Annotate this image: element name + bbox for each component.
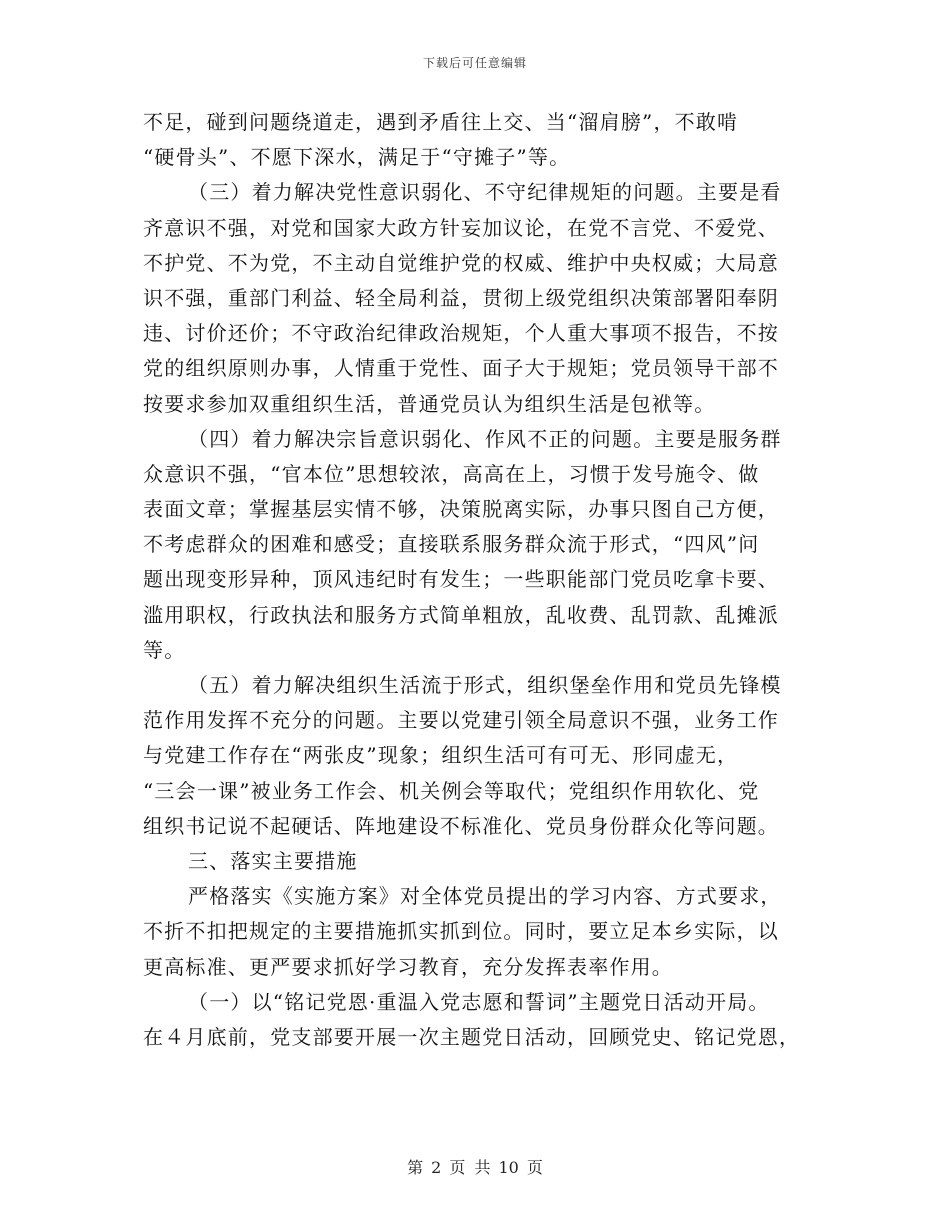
body-text-line: 不护党、不为党，不主动自觉维护党的权威、维护中央权威；大局意 bbox=[143, 250, 779, 275]
body-text-line: 齐意识不强，对党和国家大政方针妄加议论，在党不言党、不爱党、 bbox=[143, 215, 779, 240]
body-text-line: 等。 bbox=[143, 637, 186, 662]
body-text-line: 不考虑群众的困难和感受；直接联系服务群众流于形式，“四风”问 bbox=[143, 532, 760, 557]
footer-total-pages: 10 bbox=[498, 1158, 519, 1177]
body-text-line: （三）着力解决党性意识弱化、不守纪律规矩的问题。主要是看 bbox=[188, 180, 782, 205]
body-text-line: （五）着力解决组织生活流于形式，组织堡垒作用和党员先锋模 bbox=[188, 673, 782, 697]
body-text-line: 不足，碰到问题绕道走，遇到矛盾往上交、当“溜肩膀”，不敢啃 bbox=[143, 110, 739, 134]
body-text-line: 在４月底前，党支部要开展一次主题党日活动，回顾党史、铭记党恩， bbox=[143, 1024, 801, 1049]
body-text-line: （四）着力解决宗旨意识弱化、作风不正的问题。主要是服务群 bbox=[188, 426, 782, 451]
page-header: 下载后可任意编辑 bbox=[422, 56, 527, 70]
body-text-line: 众意识不强，“官本位”思想较浓，高高在上，习惯于发号施令、做 bbox=[143, 461, 760, 486]
body-text-line: 与党建工作存在“两张皮”现象；组织生活可有可无、形同虚无， bbox=[143, 743, 739, 768]
body-text-line: 滥用职权，行政执法和服务方式简单粗放，乱收费、乱罚款、乱摊派 bbox=[143, 602, 779, 627]
body-text-line: “三会一课”被业务工作会、机关例会等取代；党组织作用软化、党 bbox=[143, 778, 760, 803]
body-text-line: 按要求参加双重组织生活，普通党员认为组织生活是包袱等。 bbox=[143, 391, 716, 416]
body-text-line: 题出现变形异种，顶风违纪时有发生；一些职能部门党员吃拿卡要、 bbox=[143, 567, 779, 592]
body-text-line: 严格落实《实施方案》对全体党员提出的学习内容、方式要求， bbox=[188, 884, 782, 909]
body-text-line: 组织书记说不起硬话、阵地建设不标准化、党员身份群众化等问题。 bbox=[143, 813, 779, 838]
body-text-line: 不折不扣把规定的主要措施抓实抓到位。同时，要立足本乡实际，以 bbox=[143, 919, 779, 944]
footer-page-middle: 页 共 bbox=[449, 1158, 491, 1177]
body-text-line: 更高标准、更严要求抓好学习教育，充分发挥表率作用。 bbox=[143, 954, 673, 979]
body-text-line: 范作用发挥不充分的问题。主要以党建引领全局意识不强，业务工作 bbox=[143, 708, 779, 733]
footer-page-number: 2 bbox=[431, 1158, 442, 1177]
page-footer bbox=[0, 1155, 950, 1178]
document-body bbox=[143, 105, 807, 1055]
body-text-line: 党的组织原则办事，人情重于党性、面子大于规矩；党员领导干部不 bbox=[143, 356, 779, 381]
body-text-line: 三、落实主要措施 bbox=[188, 848, 358, 873]
body-text-line: 表面文章；掌握基层实情不够，决策脱离实际，办事只图自己方便， bbox=[143, 497, 779, 522]
footer-page-suffix: 页 bbox=[526, 1158, 543, 1177]
body-text-line: “硬骨头”、不愿下深水，满足于“守摊子”等。 bbox=[143, 145, 571, 170]
header-divider bbox=[150, 76, 800, 77]
footer-page-prefix: 第 bbox=[407, 1158, 424, 1177]
body-text-line: （一）以“铭记党恩·重温入党志愿和誓词”主题党日活动开局。 bbox=[188, 989, 770, 1014]
body-text-line: 识不强，重部门利益、轻全局利益，贯彻上级党组织决策部署阳奉阴 bbox=[143, 285, 779, 310]
body-text-line: 违、讨价还价；不守政治纪律政治规矩，个人重大事项不报告，不按 bbox=[143, 321, 779, 346]
